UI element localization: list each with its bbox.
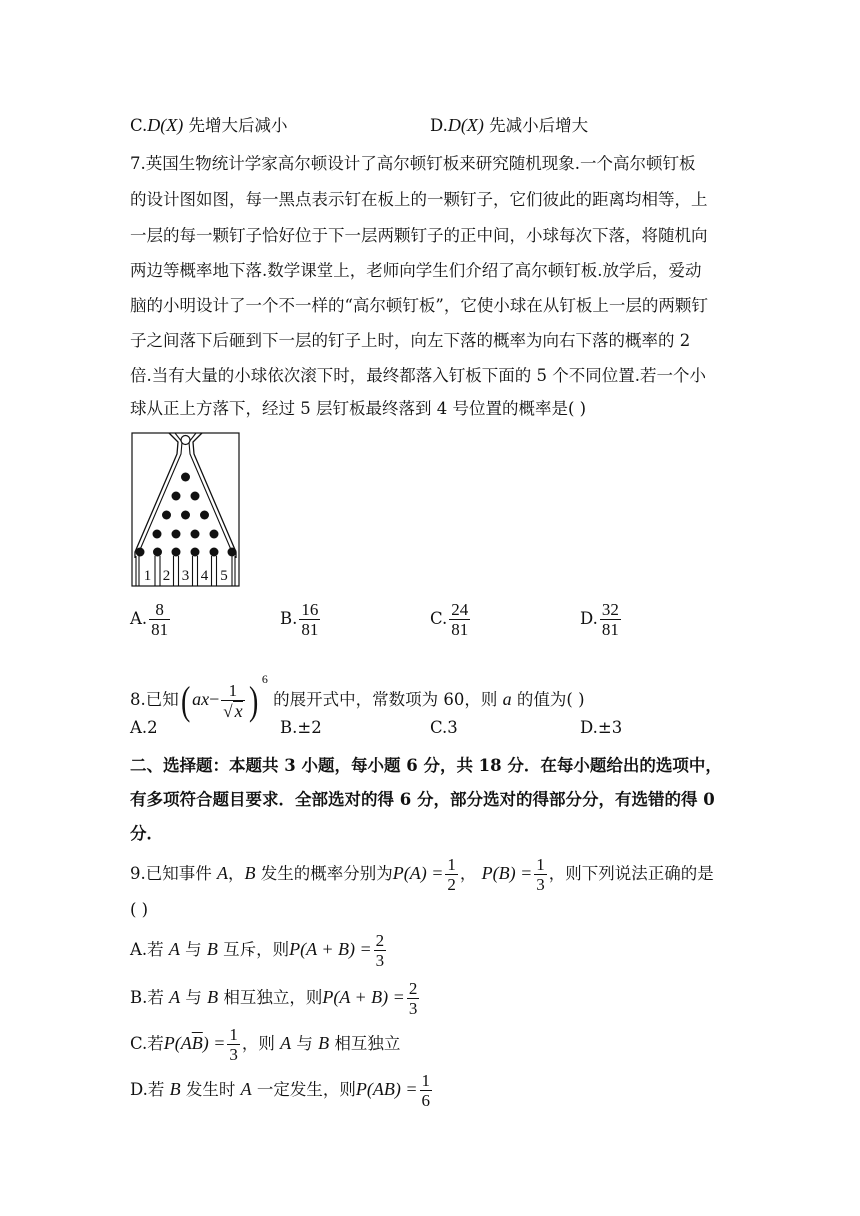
fraction <box>600 600 621 639</box>
denominator: 6 <box>421 1091 431 1110</box>
math-B: B <box>206 939 218 959</box>
fraction <box>374 931 387 970</box>
peg <box>210 530 219 539</box>
fraction <box>299 600 320 639</box>
numerator: 2 <box>375 931 385 950</box>
math-B: B <box>318 1033 330 1053</box>
peg <box>136 548 145 557</box>
q9-stem <box>130 854 714 894</box>
numerator: 24 <box>451 600 469 619</box>
separator: ， <box>459 864 477 883</box>
fraction <box>534 855 547 894</box>
numerator: 1 <box>447 855 456 874</box>
fraction <box>149 600 170 639</box>
bin-label-3: 3 <box>181 568 190 584</box>
option-label: C. <box>430 609 448 628</box>
option-mid: 与 <box>185 940 202 959</box>
numerator: 1 <box>536 855 545 874</box>
entry-ball <box>181 436 190 445</box>
option-text: 先增大后减小 <box>188 116 288 135</box>
q7-line-6: 子之间落下后砸到下一层的钉子上时，向左下落的概率为向右下落的概率的 2 <box>130 331 691 350</box>
q8-option-a: A.2 <box>130 718 158 737</box>
peg <box>210 548 219 557</box>
section2-line-1: 二、选择题：本题共 3 小题，每小题 6 分，共 18 分．在每小题给出的选项中， <box>130 756 722 775</box>
q9-prefix: 9.已知事件 <box>130 864 212 883</box>
math-pb: P(B) = <box>481 863 533 883</box>
denominator: 3 <box>375 951 385 970</box>
bin-label-4: 4 <box>200 568 209 584</box>
q9-mid: 发生的概率分别为 <box>260 864 393 883</box>
denominator: 81 <box>151 620 169 639</box>
math-expr: P(A + B) = <box>289 939 372 959</box>
q6-option-c <box>130 112 288 136</box>
math-B: B <box>207 987 219 1007</box>
option-mid: 发生时 <box>185 1080 236 1099</box>
galton-board-figure <box>131 432 241 588</box>
option-label: B. <box>280 609 298 628</box>
option-post: 相互独立，则 <box>223 988 323 1007</box>
option-post: 一定发生，则 <box>256 1080 356 1099</box>
peg <box>172 492 181 501</box>
math-B: B <box>169 1079 181 1099</box>
radicand: x <box>234 700 243 721</box>
option-pre: C.若 <box>130 1034 164 1053</box>
peg <box>172 530 181 539</box>
math-expr: P(A + B) = <box>322 987 405 1007</box>
math-B-bar: $\overline{B}$ <box>191 1033 203 1053</box>
peg <box>200 511 209 520</box>
option-post: 互斥，则 <box>223 940 290 959</box>
math-A: A <box>169 987 181 1007</box>
peg <box>153 530 162 539</box>
q7-option-b <box>280 600 322 639</box>
section2-line-3: 分． <box>130 824 163 843</box>
option-label: C. <box>130 116 148 135</box>
q9-suffix: ，则下列说法正确的是 <box>548 864 714 883</box>
fraction <box>227 1025 240 1064</box>
denominator: 3 <box>536 875 545 894</box>
bin-label-2: 2 <box>162 568 171 584</box>
q8-option-b: B.±2 <box>280 718 322 737</box>
math-A: A <box>280 1033 292 1053</box>
q7-option-a <box>130 600 172 639</box>
q9-option-b <box>130 978 421 1018</box>
left-paren: ( <box>180 677 191 723</box>
math-A: A <box>168 939 180 959</box>
bin-label-5: 5 <box>220 568 228 584</box>
peg <box>153 548 162 557</box>
q7-line-2: 的设计图如图，每一黑点表示钉在板上的一颗钉子，它们彼此的距离均相等，上 <box>130 190 708 209</box>
q7-line-4: 两边等概率地下落.数学课堂上，老师向学生们介绍了高尔顿钉板.放学后，爱动 <box>130 261 702 280</box>
peg <box>191 548 200 557</box>
q9-option-d <box>130 1070 434 1110</box>
math-a: a <box>502 689 512 709</box>
numerator: 16 <box>301 600 319 619</box>
peg <box>172 548 181 557</box>
denominator: √ x <box>223 700 243 721</box>
fraction <box>420 1071 433 1110</box>
option-mid: 与 <box>296 1034 313 1053</box>
comma: ， <box>228 864 245 883</box>
math-expr: D(X) <box>147 115 184 135</box>
math-minus: − <box>209 689 220 709</box>
q8-option-d: D.±3 <box>580 718 623 737</box>
option-label: D. <box>580 609 598 628</box>
denominator: 81 <box>451 620 469 639</box>
numerator: 2 <box>408 979 418 998</box>
numerator: 8 <box>155 600 164 619</box>
q7-line-5: 脑的小明设计了一个不一样的“高尔顿钉板”，它使小球在从钉板上一层的两颗钉 <box>130 296 708 315</box>
denominator: 3 <box>408 999 418 1018</box>
option-pre: A.若 <box>130 940 164 959</box>
bin-label-1: 1 <box>143 568 152 584</box>
peg <box>181 473 190 482</box>
q7-option-d <box>580 600 623 639</box>
math-A: A <box>217 863 228 883</box>
fraction <box>407 979 420 1018</box>
numerator: 32 <box>601 600 619 619</box>
peg <box>228 548 237 557</box>
q7-line-1: 7.英国生物统计学家高尔顿设计了高尔顿钉板来研究随机现象.一个高尔顿钉板 <box>130 154 696 173</box>
math-A: A <box>240 1079 252 1099</box>
q8-prefix: 8.已知 <box>130 690 179 709</box>
peg <box>181 511 190 520</box>
math-expr-left: P(A <box>163 1033 192 1053</box>
option-pre: D.若 <box>130 1080 165 1099</box>
denominator: 81 <box>601 620 619 639</box>
peg <box>191 492 200 501</box>
numerator: 1 <box>228 680 238 700</box>
q9-option-c <box>130 1024 400 1064</box>
q9-answer-paren: ( ) <box>130 900 149 919</box>
option-post: ，则 <box>241 1034 275 1053</box>
denominator: 2 <box>447 875 456 894</box>
math-expr: P(AB) = <box>355 1079 418 1099</box>
q7-line-8: 球从正上方落下，经过 5 层钉板最终落到 4 号位置的概率是( ) <box>130 399 587 418</box>
exponent: 6 <box>261 672 268 686</box>
numerator: 1 <box>229 1025 238 1044</box>
option-post-2: 相互独立 <box>334 1034 401 1053</box>
math-expr: D(X) <box>447 115 484 135</box>
peg <box>162 511 171 520</box>
q8-stem <box>130 654 585 725</box>
option-mid: 与 <box>185 988 202 1007</box>
q6-option-d <box>430 112 588 136</box>
right-paren: ) <box>248 677 258 723</box>
q9-option-a <box>130 930 388 970</box>
option-text: 先减小后增大 <box>489 116 589 135</box>
math-pa: P(A) = <box>392 863 444 883</box>
numerator: 1 <box>421 1071 431 1090</box>
q8-option-c: C.3 <box>430 718 458 737</box>
figure-frame <box>132 433 239 586</box>
math-expr-right: ) = <box>202 1033 226 1053</box>
q8-suffix: 的展开式中，常数项为 60，则 <box>273 690 498 709</box>
option-pre: B.若 <box>130 988 164 1007</box>
bin-labels <box>144 568 228 584</box>
fraction <box>221 681 244 721</box>
fraction <box>445 855 458 894</box>
q8-suffix-2: 的值为( ) <box>516 690 585 709</box>
q7-line-7: 倍.当有大量的小球依次滚下时，最终都落入钉板下面的 5 个不同位置.若一个小 <box>130 366 706 385</box>
math-B: B <box>244 863 256 883</box>
peg <box>191 530 200 539</box>
math-ax: ax <box>192 689 210 709</box>
option-label: D. <box>430 116 448 135</box>
option-label: A. <box>130 609 148 628</box>
denominator: 81 <box>301 620 319 639</box>
q7-line-3: 一层的每一颗钉子恰好位于下一层两颗钉子的正中间，小球每次下落，将随机向 <box>130 226 708 245</box>
q7-option-c <box>430 600 472 639</box>
fraction <box>449 600 470 639</box>
denominator: 3 <box>229 1045 238 1064</box>
section2-line-2: 有多项符合题目要求．全部选对的得 6 分，部分选对的得部分分，有选错的得 0 <box>130 790 715 809</box>
